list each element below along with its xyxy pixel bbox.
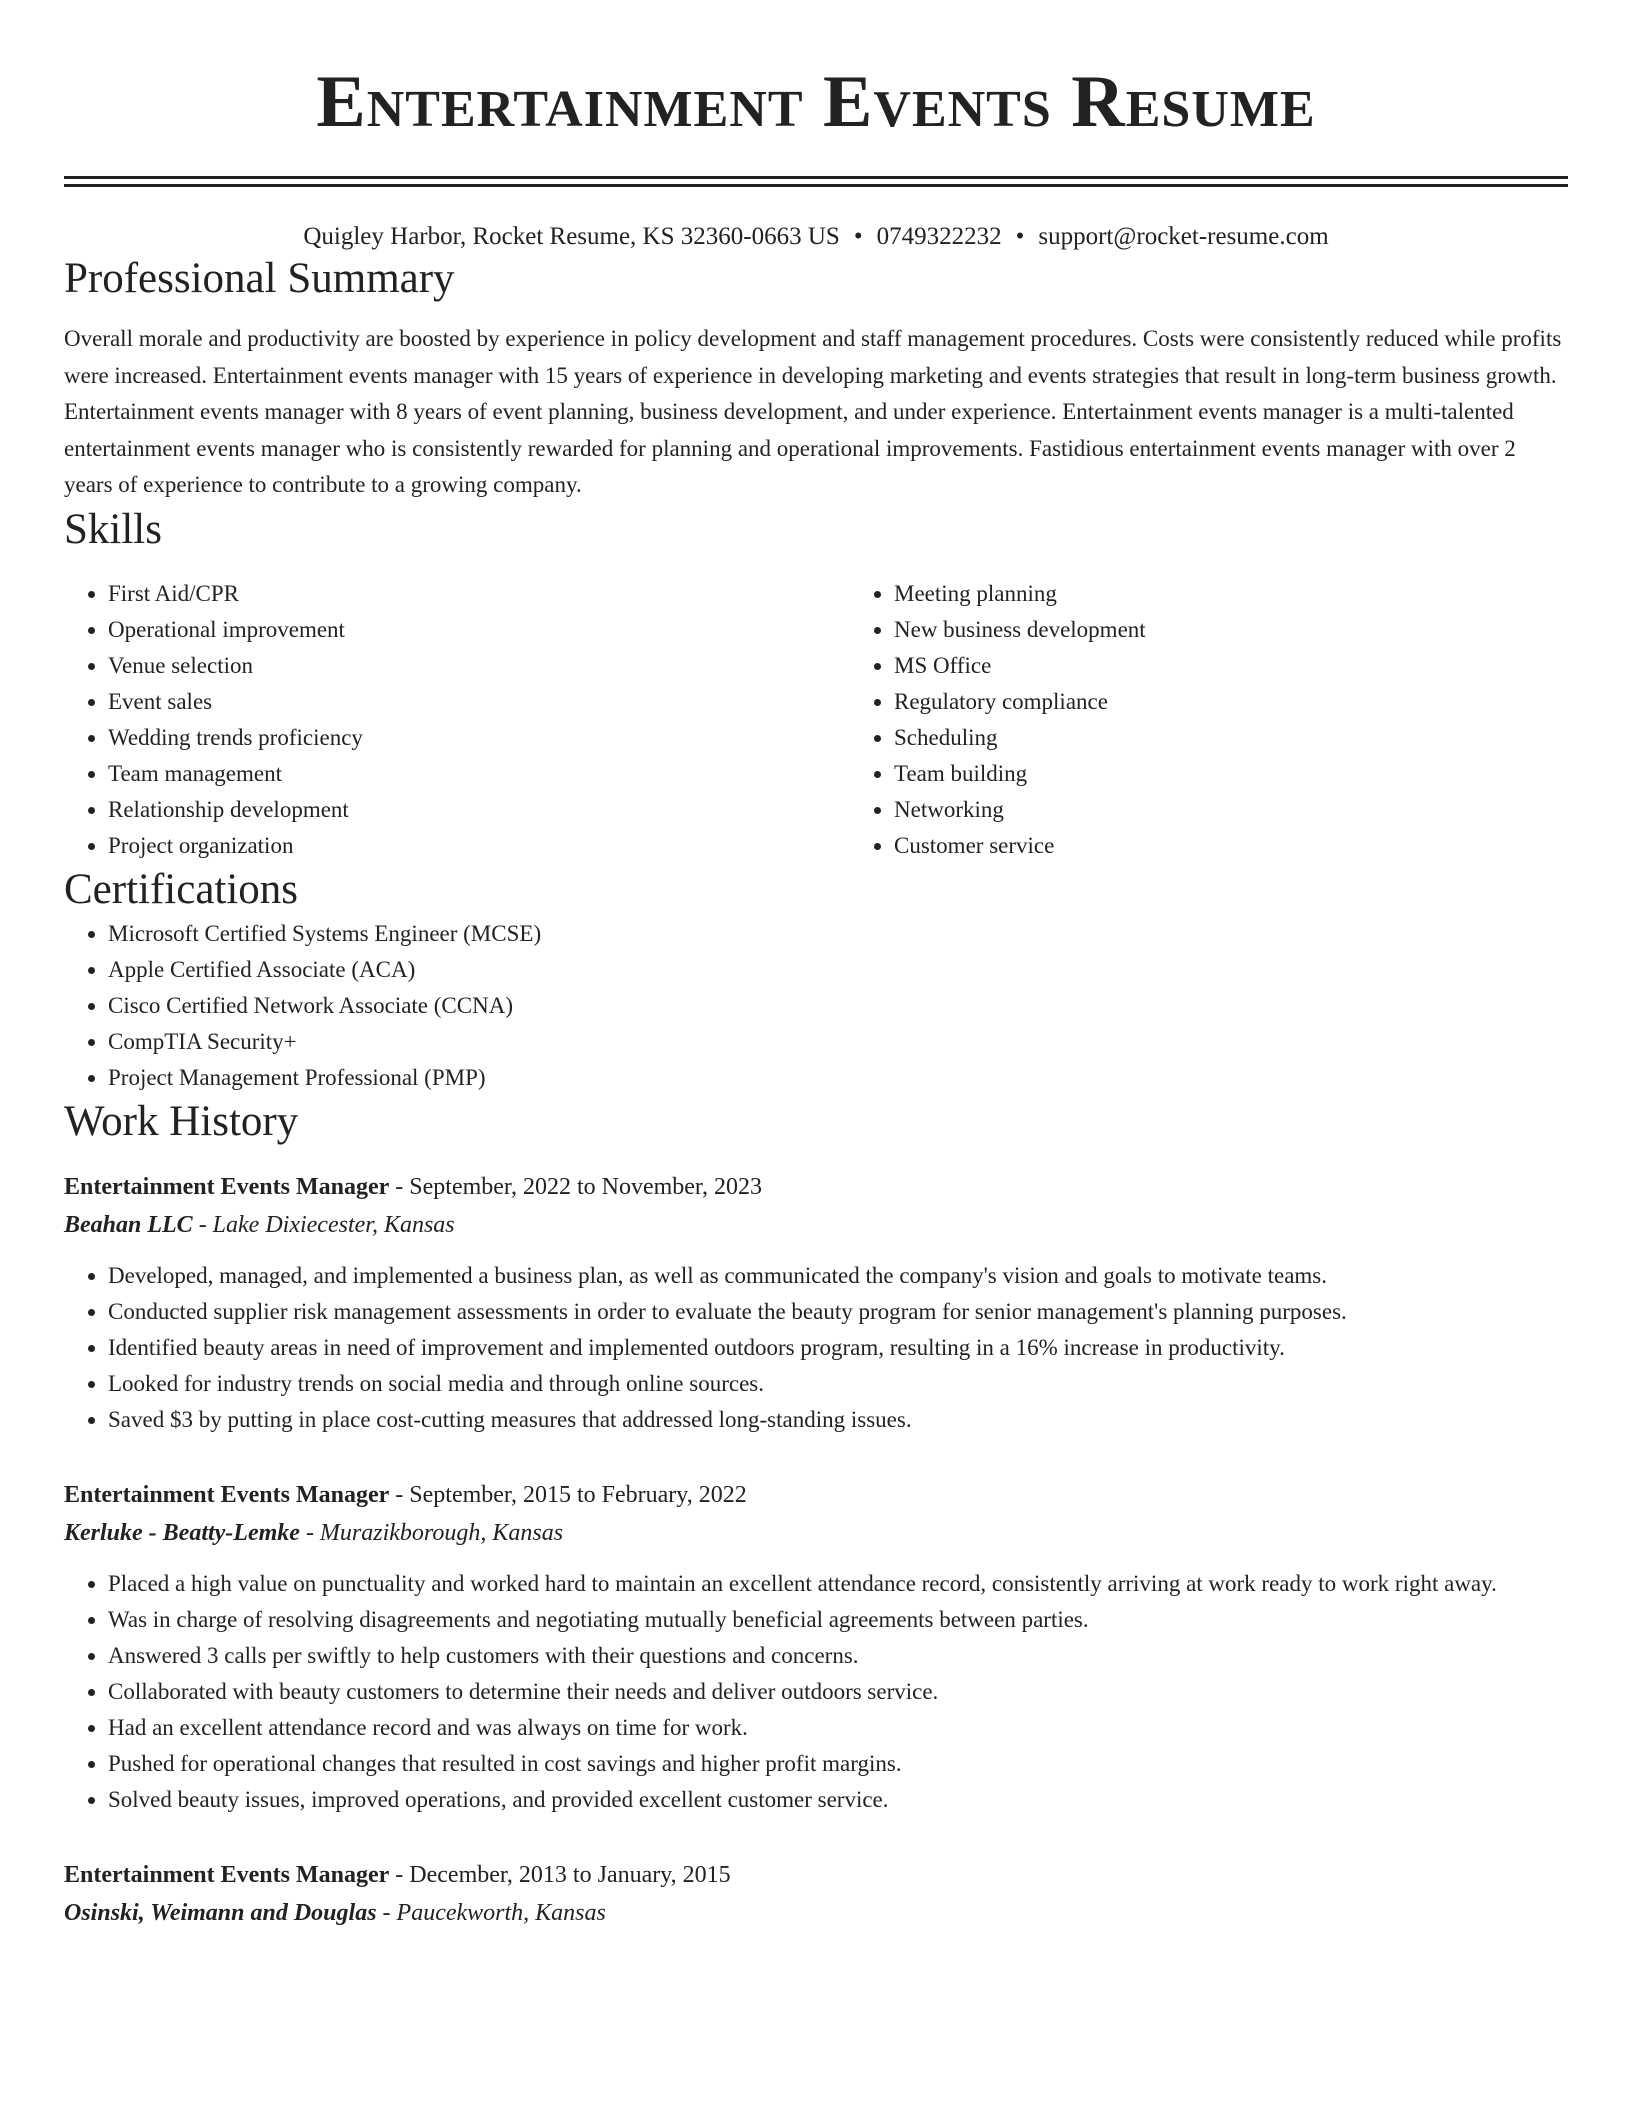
contact-line: [64, 221, 1568, 253]
job-title-line: [64, 1476, 1568, 1514]
company-location: - Paucekworth, Kansas: [376, 1899, 606, 1926]
contact-address: Quigley Harbor, Rocket Resume, KS 32360-0663 US: [303, 223, 840, 250]
summary-heading: Professional Summary: [64, 255, 455, 302]
company-name: Osinski, Weimann and Douglas: [64, 1899, 377, 1926]
company-name: Kerluke - Beatty-Lemke: [64, 1519, 300, 1546]
job-bullets: [64, 1258, 1568, 1438]
skill-item: • Regulatory compliance: [894, 684, 1632, 720]
certification-item: • CompTIA Security+: [108, 1024, 1568, 1060]
skills-list-left: [64, 576, 850, 864]
certification-item: • Project Management Professional (PMP): [108, 1060, 1568, 1096]
company-line: [64, 1514, 1568, 1552]
certifications-list: [64, 916, 1568, 1096]
summary-text: Overall morale and productivity are boosted by experience in policy development and staff management procedures. Costs were consistently reduced while profits were increased. Entertainment events manager with 15 years of experience in developing marketing and events strategies that result in long-term business growth. Entertainment events manager with 8 years of event planning, business development, and under experience. Entertainment events manager is a multi-talented entertainment events manager who is consistently rewarded for planning and operational improvements. Fastidious entertainment events manager with over 2 years of experience to contribute to a growing company.: [64, 326, 1562, 497]
job-dates: - September, 2015 to February, 2022: [389, 1481, 747, 1508]
title-divider-thin: [64, 184, 1568, 187]
skills-list-right: [850, 576, 1632, 864]
job-title-line: [64, 1856, 1568, 1894]
job-bullet: • Answered 3 calls per swiftly to help customers with their questions and concerns.: [108, 1638, 1568, 1674]
company-location: - Lake Dixiecester, Kansas: [192, 1211, 455, 1238]
company-location: - Murazikborough, Kansas: [299, 1519, 564, 1546]
skill-item: • Customer service: [894, 828, 1632, 864]
skill-item: • Team building: [894, 756, 1632, 792]
job-bullet: • Conducted supplier risk management assessments in order to evaluate the beauty program for senior management's planning purposes.: [108, 1294, 1568, 1330]
certification-item: • Apple Certified Associate (ACA): [108, 952, 1568, 988]
job-dates: - September, 2022 to November, 2023: [389, 1173, 762, 1200]
job-title: Entertainment Events Manager: [64, 1173, 390, 1200]
job-title-line: [64, 1168, 1568, 1206]
job-entry: [64, 1856, 1568, 1932]
contact-separator: •: [853, 223, 863, 250]
job-bullet: • Collaborated with beauty customers to determine their needs and deliver outdoors service.: [108, 1674, 1568, 1710]
job-bullet: • Looked for industry trends on social media and through online sources.: [108, 1366, 1568, 1402]
skill-item: • Networking: [894, 792, 1632, 828]
certification-item: • Microsoft Certified Systems Engineer (MCSE): [108, 916, 1568, 952]
contact-email: support@rocket-resume.com: [1038, 223, 1329, 250]
skill-item: • Venue selection: [108, 648, 850, 684]
job-bullet: • Saved $3 by putting in place cost-cutting measures that addressed long-standing issues.: [108, 1402, 1568, 1438]
skill-item: • MS Office: [894, 648, 1632, 684]
job-bullets: [64, 1566, 1568, 1818]
skill-item: • New business development: [894, 612, 1632, 648]
skill-item: • Wedding trends proficiency: [108, 720, 850, 756]
job-entry: [64, 1476, 1568, 1818]
job-bullet: • Solved beauty issues, improved operations, and provided excellent customer service.: [108, 1782, 1568, 1818]
job-bullet: • Developed, managed, and implemented a business plan, as well as communicated the company's vision and goals to motivate teams.: [108, 1258, 1568, 1294]
contact-phone: 0749322232: [876, 223, 1002, 250]
work-history-heading: Work History: [64, 1097, 299, 1145]
company-line: [64, 1206, 1568, 1244]
certification-item: • Cisco Certified Network Associate (CCNA): [108, 988, 1568, 1024]
job-bullet: • Identified beauty areas in need of improvement and implemented outdoors program, resulting in a 16% increase in productivity.: [108, 1330, 1568, 1366]
skills-heading: Skills: [64, 505, 162, 553]
skill-item: • Operational improvement: [108, 612, 850, 648]
contact-separator: •: [1015, 223, 1025, 250]
certifications-heading: Certifications: [64, 865, 299, 913]
page-title: Entertainment Events Resume: [316, 61, 1316, 143]
job-entry: [64, 1168, 1568, 1438]
job-bullet: • Placed a high value on punctuality and worked hard to maintain an excellent attendance record, consistently arriving at work ready to work right away.: [108, 1566, 1568, 1602]
job-bullet: • Pushed for operational changes that resulted in cost savings and higher profit margins.: [108, 1746, 1568, 1782]
skill-item: • Project organization: [108, 828, 850, 864]
company-name: Beahan LLC: [64, 1211, 193, 1238]
skill-item: • Relationship development: [108, 792, 850, 828]
skill-item: • Event sales: [108, 684, 850, 720]
skills-columns: [64, 576, 1568, 864]
job-dates: - December, 2013 to January, 2015: [389, 1861, 731, 1888]
company-line: [64, 1894, 1568, 1932]
skill-item: • Meeting planning: [894, 576, 1632, 612]
job-title: Entertainment Events Manager: [64, 1861, 390, 1888]
skill-item: • First Aid/CPR: [108, 576, 850, 612]
skill-item: • Scheduling: [894, 720, 1632, 756]
job-title: Entertainment Events Manager: [64, 1481, 390, 1508]
job-bullet: • Had an excellent attendance record and was always on time for work.: [108, 1710, 1568, 1746]
job-bullet: • Was in charge of resolving disagreements and negotiating mutually beneficial agreements between parties.: [108, 1602, 1568, 1638]
skill-item: • Team management: [108, 756, 850, 792]
title-divider-thick: [64, 176, 1568, 179]
